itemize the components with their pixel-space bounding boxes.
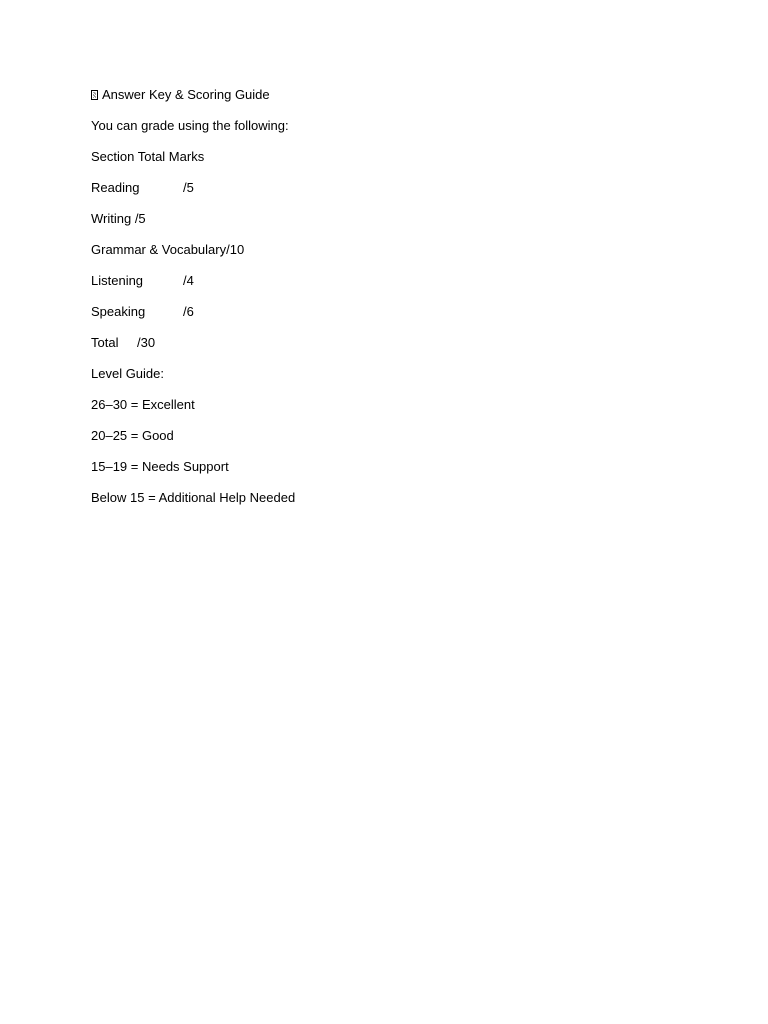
level-excellent: 26–30 = Excellent bbox=[91, 397, 195, 412]
title-line bbox=[91, 86, 691, 117]
table-header: Section Total Marks bbox=[91, 149, 205, 164]
row-marks: /30 bbox=[137, 335, 156, 350]
row-section: Speaking bbox=[91, 304, 146, 319]
row-marks: /4 bbox=[183, 273, 194, 288]
row-marks: /5 bbox=[183, 180, 194, 195]
row-listening bbox=[91, 272, 691, 303]
row-section: Writing /5 bbox=[91, 211, 146, 226]
row-section: Reading bbox=[91, 180, 140, 195]
intro-text: You can grade using the following: bbox=[91, 118, 289, 133]
level-needs-support: 15–19 = Needs Support bbox=[91, 459, 229, 474]
missing-glyph-icon bbox=[91, 90, 98, 100]
row-total bbox=[91, 334, 691, 365]
row-section: Total bbox=[91, 335, 119, 350]
row-section: Grammar & Vocabulary/10 bbox=[91, 242, 245, 257]
row-writing bbox=[91, 210, 691, 241]
document-title: Answer Key & Scoring Guide bbox=[102, 87, 270, 102]
row-marks: /6 bbox=[183, 304, 194, 319]
document-body bbox=[91, 86, 691, 520]
level-additional-help: Below 15 = Additional Help Needed bbox=[91, 490, 296, 505]
row-grammar bbox=[91, 241, 691, 272]
row-reading bbox=[91, 179, 691, 210]
row-speaking bbox=[91, 303, 691, 334]
level-good: 20–25 = Good bbox=[91, 428, 174, 443]
row-section: Listening bbox=[91, 273, 144, 288]
level-guide-heading: Level Guide: bbox=[91, 366, 164, 381]
